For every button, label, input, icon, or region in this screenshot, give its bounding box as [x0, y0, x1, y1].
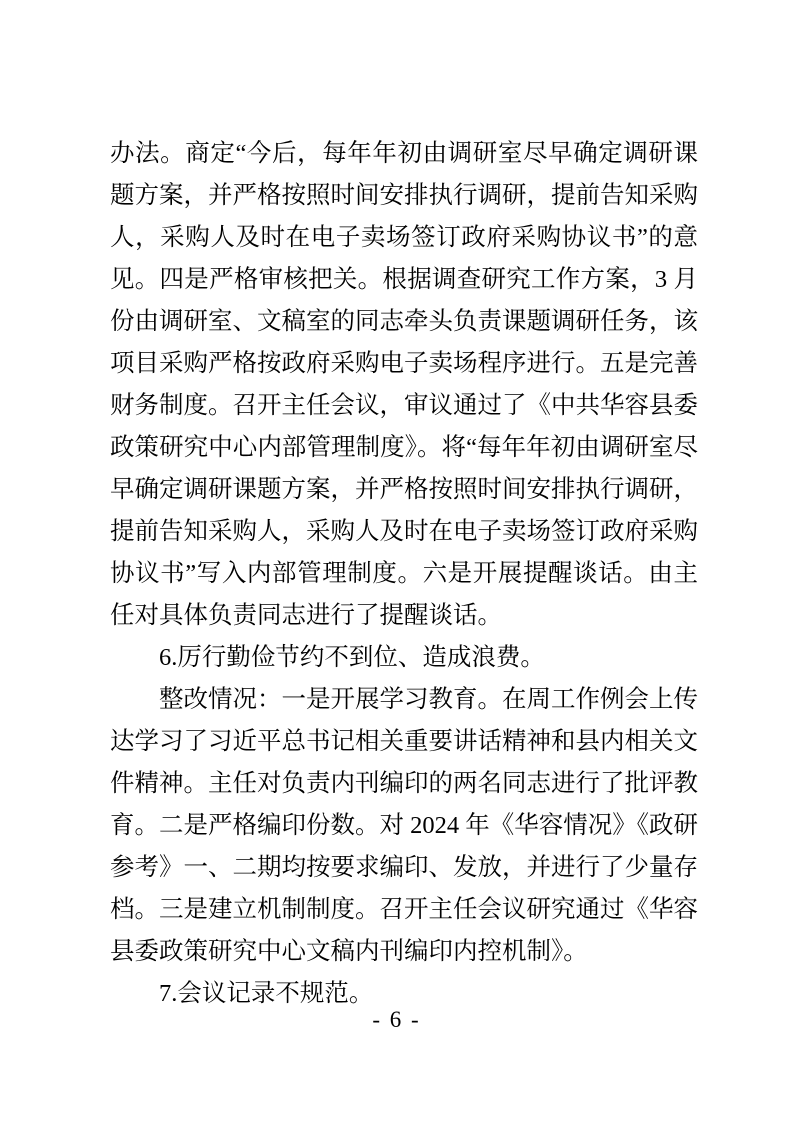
- page-footer: [0, 1006, 793, 1034]
- paragraph-rectification-item5-continued: 办法。商定“今后，每年年初由调研室尽早确定调研课题方案，并严格按照时间安排执行调研，提前告知采购人，采购人及时在电子卖场签订政府采购协议书”的意见。四是严格审核把关。根据调查研究工作方案，3 月份由调研室、文稿室的同志牵头负责课题调研任务，该项目采购严格按政府采购电子卖场程序进行。五是完善财务制度。召开主任会议，审议通过了《中共华容县委政策研究中心内部管理制度》。将“每年年初由调研室尽早确定调研课题方案，并严格按照时间安排执行调研，提前告知采购人，采购人及时在电子卖场签订政府采购协议书”写入内部管理制度。六是开展提醒谈话。由主任对具体负责同志进行了提醒谈话。: [110, 140, 698, 629]
- paragraph-issue-6-heading: 6.厉行勤俭节约不到位、造成浪费。: [159, 644, 545, 671]
- paragraph-issue-7-heading: 7.会议记录不规范。: [159, 980, 374, 1007]
- paragraph-rectification-item6: 整改情况：一是开展学习教育。在周工作例会上传达学习了习近平总书记相关重要讲话精神和县内相关文件精神。主任对负责内刊编印的两名同志进行了批评教育。二是严格编印份数。对 2024 年《华容情况》《政研参考》一、二期均按要求编印、发放，并进行了少量存档。三是建立机制制度。召开主任会议研究通过《华容县委政策研究中心文稿内刊编印内控机制》。: [110, 686, 698, 965]
- document-body: [110, 133, 698, 1015]
- page-number: - 6 -: [372, 1007, 421, 1032]
